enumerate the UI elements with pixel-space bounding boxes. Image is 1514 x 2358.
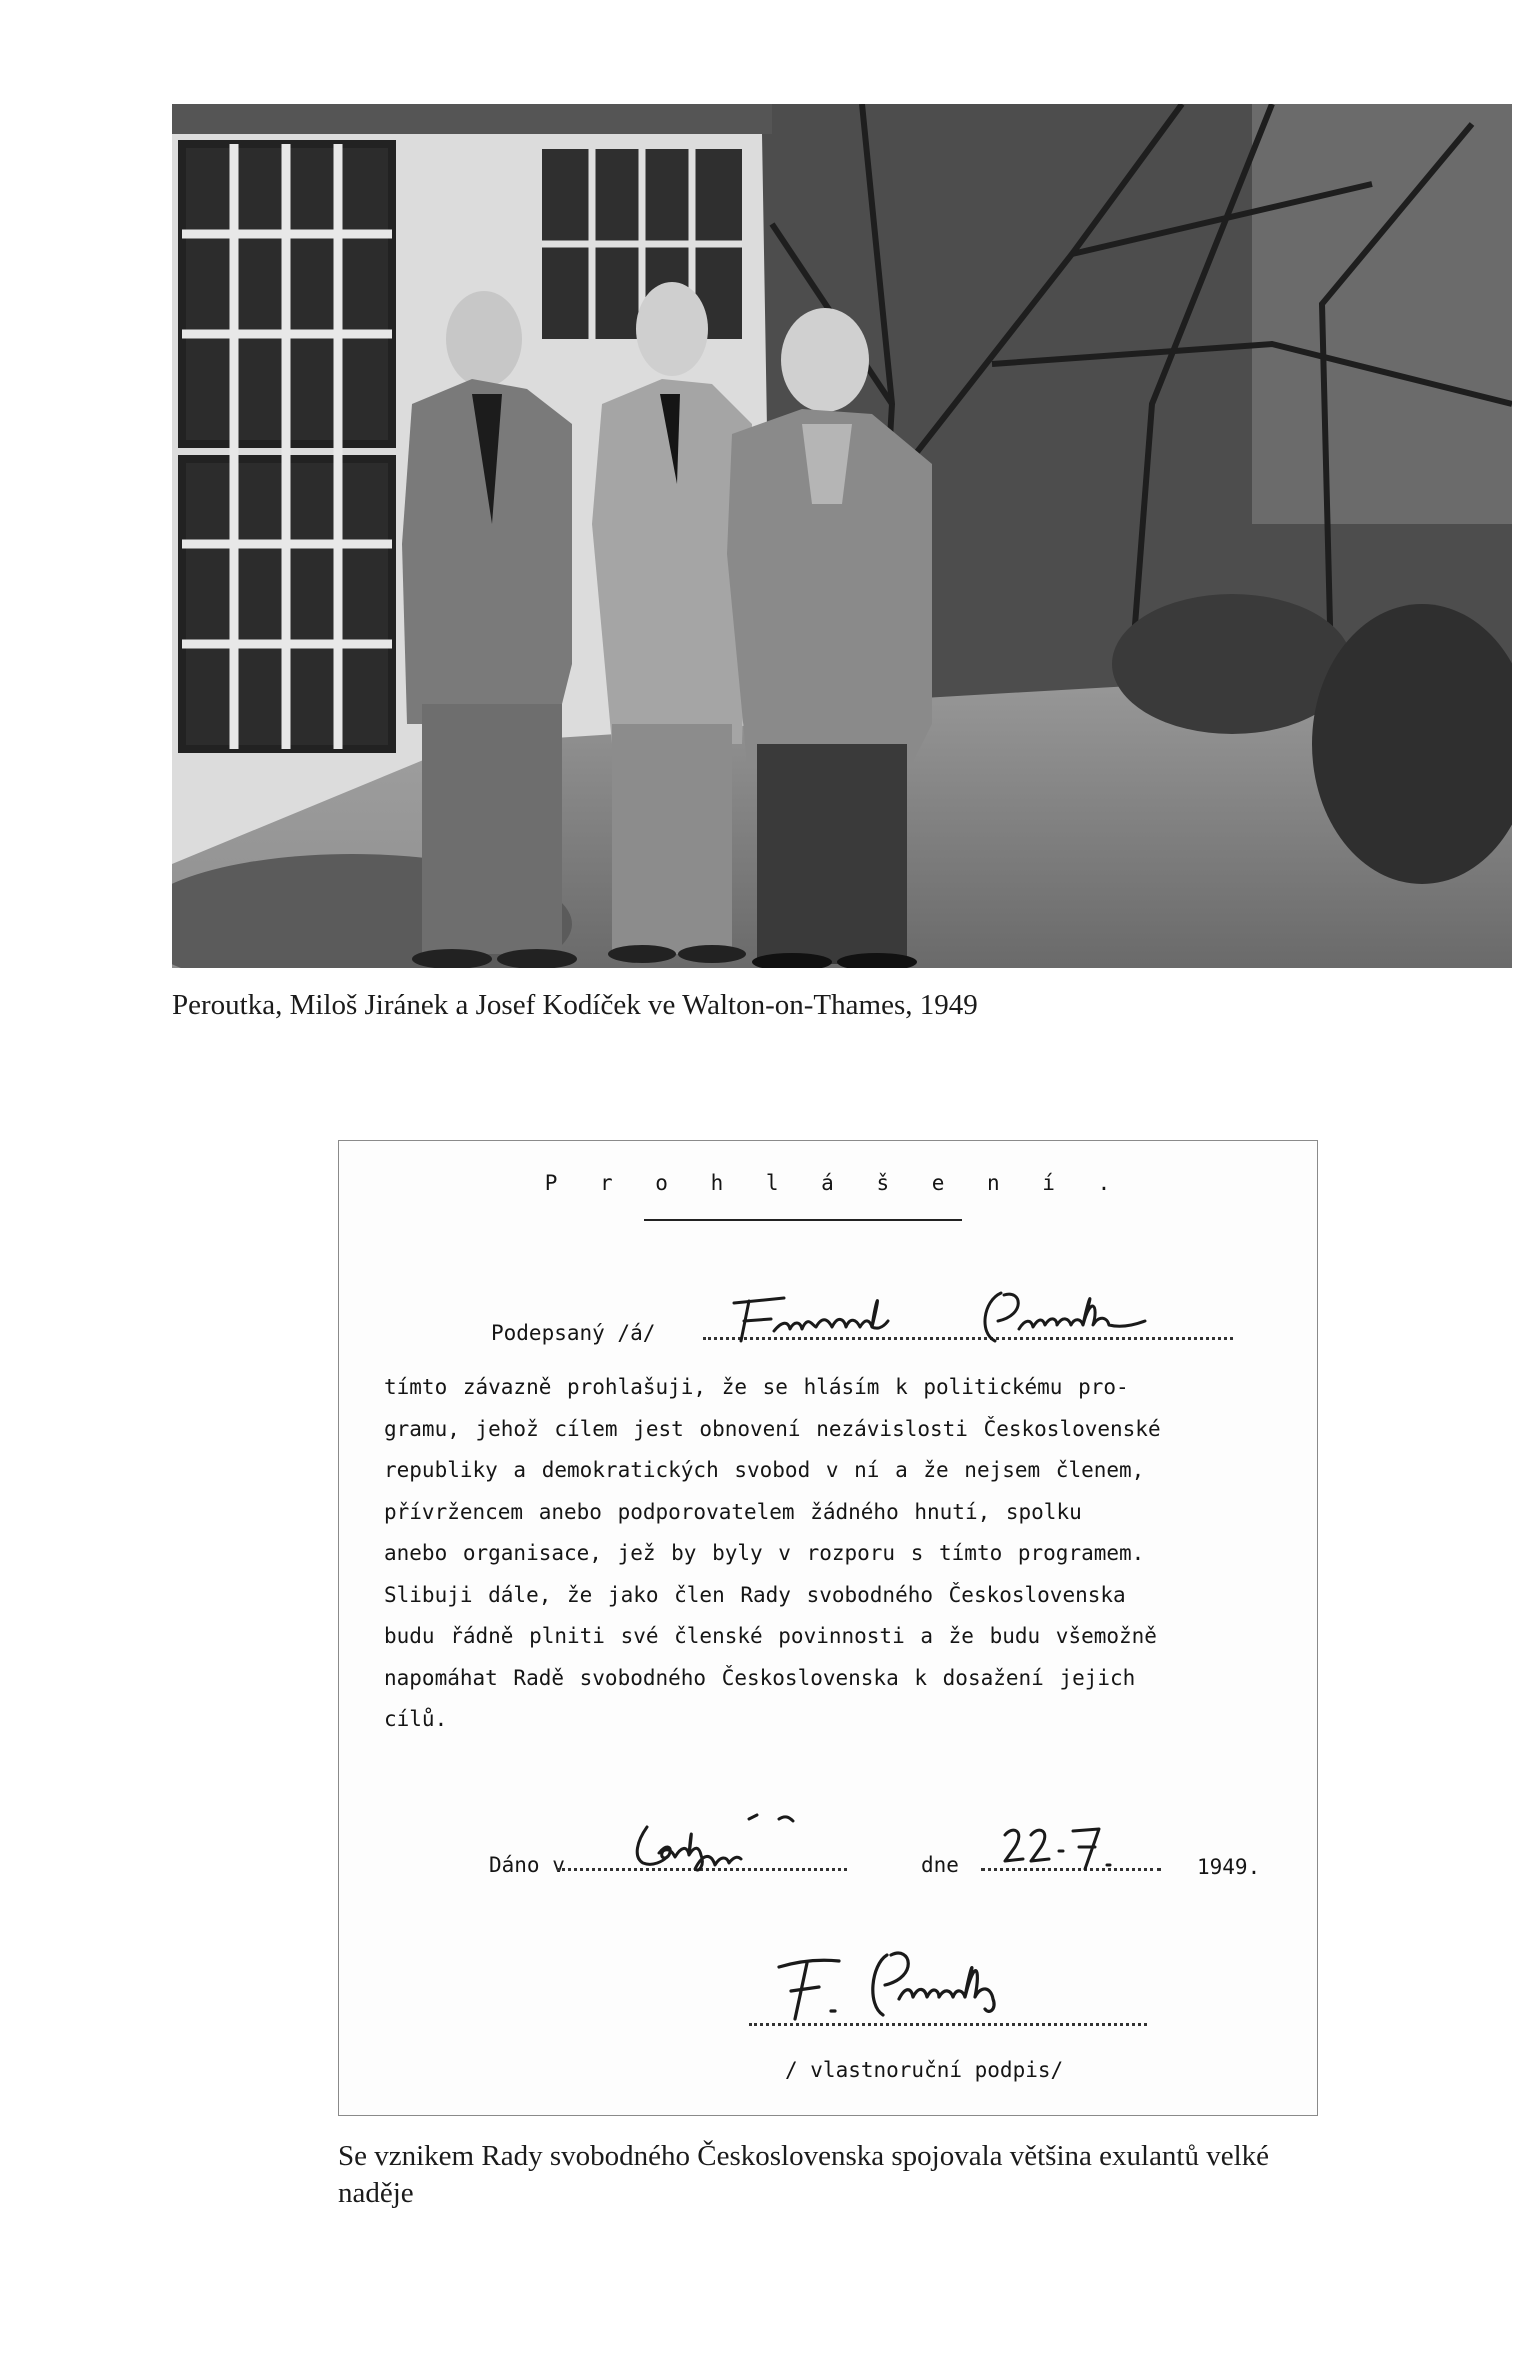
body-line: republiky a demokratických svobod v ní a že nejsem členem, bbox=[384, 1458, 1145, 1482]
handwritten-signature bbox=[769, 1939, 1069, 2029]
title-underline bbox=[644, 1219, 962, 1221]
body-line: cílů. bbox=[384, 1707, 448, 1731]
declaration-body bbox=[384, 1367, 1284, 1741]
historical-photograph bbox=[172, 104, 1512, 968]
document-caption: Se vznikem Rady svobodného Československa spojovala většina exulantů velké naděje bbox=[338, 2140, 1270, 2209]
body-line: napomáhat Radě svobodného Československa k dosažení jejich bbox=[384, 1665, 1136, 1690]
body-line: tímto závazně prohlašuji, že se hlásím k politickému pro- bbox=[384, 1375, 1129, 1399]
place-dotted-line bbox=[557, 1868, 847, 1871]
body-line: gramu, jehož cílem jest obnovení nezávislosti Československé bbox=[384, 1416, 1161, 1441]
photo-caption: Peroutka, Miloš Jiránek a Josef Kodíček ve Walton-on-Thames, 1949 bbox=[172, 989, 978, 1021]
year: 1949. bbox=[1197, 1855, 1261, 1879]
handwritten-place bbox=[629, 1813, 829, 1873]
given-at-label: Dáno v bbox=[489, 1853, 565, 1877]
body-line: budu řádně plniti své členské povinnosti a že budu všemožně bbox=[384, 1624, 1157, 1648]
name-dotted-line bbox=[703, 1337, 1233, 1340]
declaration-document bbox=[338, 1140, 1318, 2116]
signed-label: Podepsaný /á/ bbox=[491, 1321, 656, 1345]
signature-dotted-line bbox=[749, 2023, 1147, 2026]
body-line: přívržencem anebo podporovatelem žádného hnutí, spolku bbox=[384, 1499, 1082, 1524]
handwritten-name bbox=[729, 1283, 1229, 1353]
date-label: dne bbox=[921, 1853, 959, 1877]
body-line: Slibuji dále, že jako člen Rady svobodného Československa bbox=[384, 1582, 1126, 1607]
signature-label: / vlastnoruční podpis/ bbox=[785, 2058, 1064, 2082]
declaration-title: P r o h l á š e n í . bbox=[544, 1171, 1126, 1195]
body-line: anebo organisace, jež by byly v rozporu s tímto programem. bbox=[384, 1541, 1145, 1565]
photograph-illustration bbox=[172, 104, 1512, 968]
date-dotted-line bbox=[981, 1868, 1161, 1871]
